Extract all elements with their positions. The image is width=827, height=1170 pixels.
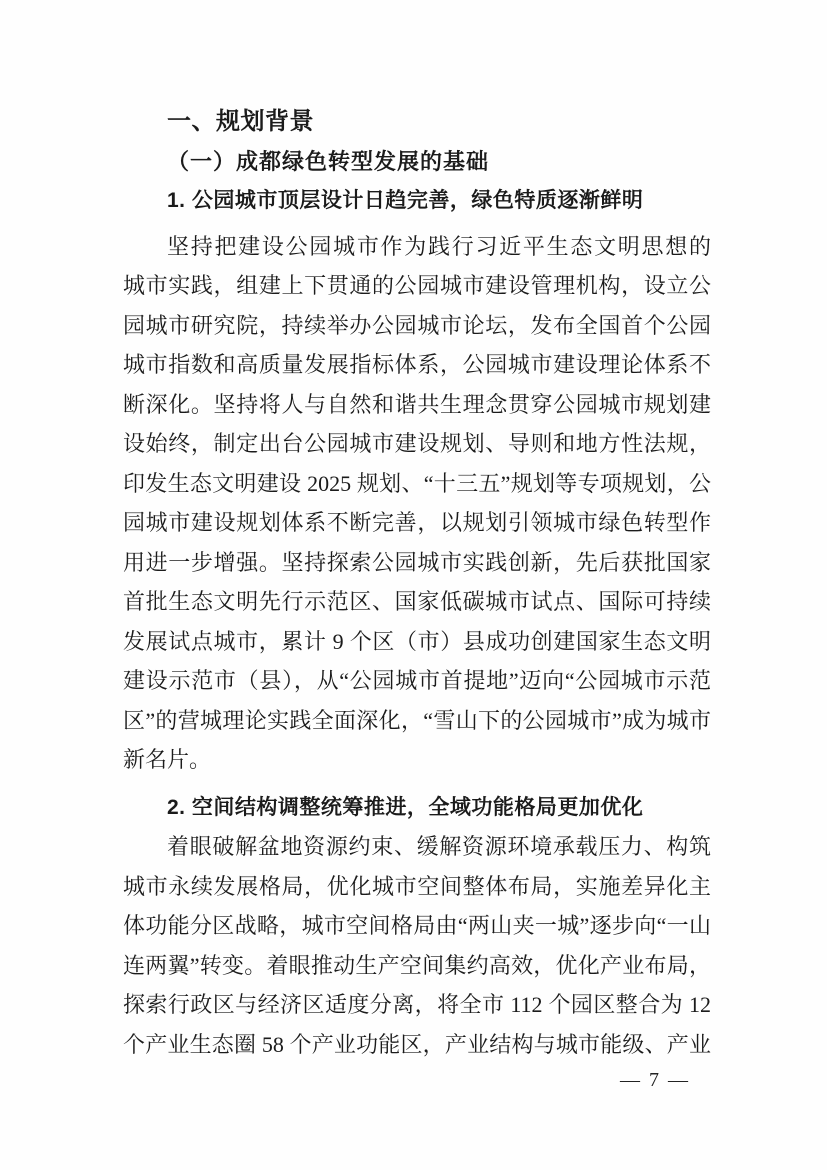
text-line: 连两翼”转变。着眼推动生产空间集约高效，优化产业布局， [123,952,711,978]
text-line: 断深化。坚持将人与自然和谐共生理念贯穿公园城市规划建 [123,391,711,417]
text-line: 新名片。 [123,747,212,772]
text-line: 城市永续发展格局，优化城市空间整体布局，实施差异化主 [123,873,711,899]
text-line: 首批生态文明先行示范区、国家低碳城市试点、国际可持续 [123,589,711,614]
text-line: 设始终，制定出台公园城市建设规划、导则和地方性法规， [123,431,711,456]
text-line: 城市指数和高质量发展指标体系，公园城市建设理论体系不 [123,352,711,377]
text-line: 探索行政区与经济区适度分离，将全市 112 个园区整合为 12 [123,992,711,1017]
heading-level-1: 一、规划背景 [167,108,314,135]
page-number: — 7 — [620,1069,690,1091]
text-line: 发展试点城市，累计 9 个区（市）县成功创建国家生态文明 [123,628,711,654]
text-line: 建设示范市（县），从“公园城市首提地”迈向“公园城市示范 [123,668,711,693]
text-line: 着眼破解盆地资源约束、缓解资源环境承载压力、构筑 [167,834,711,859]
text-line: 区”的营城理论实践全面深化，“雪山下的公园城市”成为城市 [123,707,711,733]
section-2 [123,788,711,1065]
text-line: 城市实践，组建上下贯通的公园城市建设管理机构，设立公 [123,273,711,298]
text-line: 坚持把建设公园城市作为践行习近平生态文明思想的 [167,233,711,259]
heading-level-2: （一）成都绿色转型发展的基础 [167,148,490,174]
section-1-heading: 1. 公园城市顶层设计日趋完善，绿色特质逐渐鲜明 [167,189,644,212]
text-block [123,102,711,1064]
section-2-paragraph [123,827,711,1064]
text-line: 个产业生态圈 58 个产业功能区，产业结构与城市能级、产业 [123,1031,711,1057]
text-line: 印发生态文明建设 2025 规划、“十三五”规划等专项规划，公 [123,470,711,496]
text-line: 用进一步增强。坚持探索公园城市实践创新，先后获批国家 [123,549,711,575]
section-1-paragraph [123,227,711,780]
text-line: 园城市研究院，持续举办公园城市论坛，发布全国首个公园 [123,312,711,338]
text-line: 园城市建设规划体系不断完善，以规划引领城市绿色转型作 [123,510,711,535]
section-2-heading: 2. 空间结构调整统筹推进，全域功能格局更加优化 [167,795,644,819]
section-1 [123,181,711,780]
text-line: 体功能分区战略，城市空间格局由“两山夹一城”逐步向“一山 [123,913,711,938]
